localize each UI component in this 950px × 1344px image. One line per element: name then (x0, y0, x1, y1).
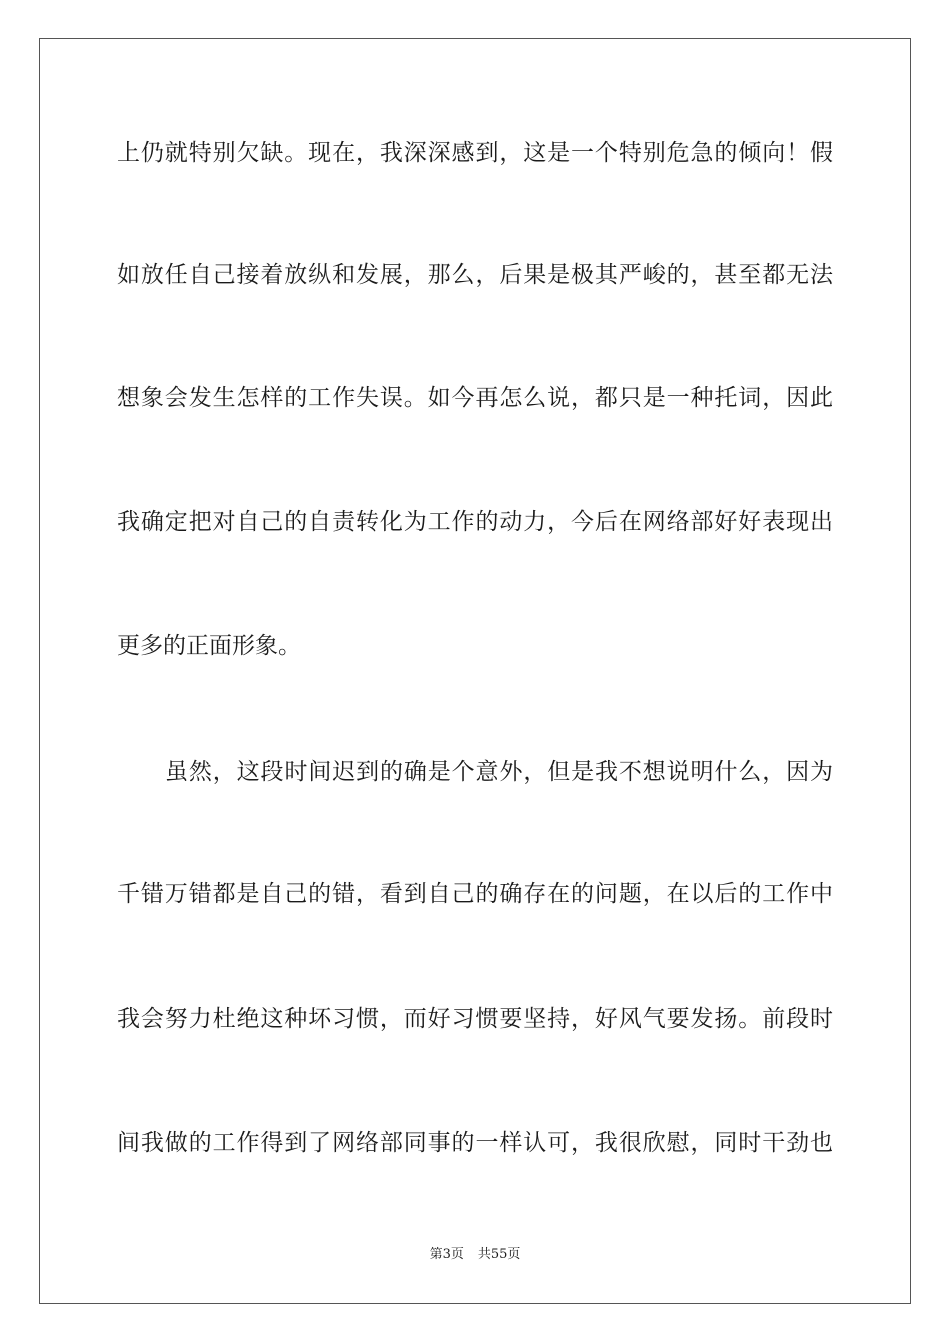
text-line-3: 想象会发生怎样的工作失误。如今再怎么说，都只是一种托词，因此 (117, 385, 833, 411)
page-number: 第3页 (429, 1247, 464, 1262)
text-line-2: 如放任自己接着放纵和发展，那么，后果是极其严峻的，甚至都无法 (117, 262, 833, 288)
text-line-4: 我确定把对自己的自责转化为工作的动力，今后在网络部好好表现出 (117, 509, 833, 535)
text-line-6: 虽然，这段时间迟到的确是个意外，但是我不想说明什么，因为 (165, 759, 833, 785)
text-line-9: 间我做的工作得到了网络部同事的一样认可，我很欣慰，同时干劲也 (117, 1130, 833, 1156)
text-line-1: 上仍就特别欠缺。现在，我深深感到，这是一个特别危急的倾向！假 (117, 140, 833, 166)
text-line-5: 更多的正面形象。 (117, 633, 301, 659)
page-total: 共55页 (477, 1247, 521, 1262)
text-line-7: 千错万错都是自己的错，看到自己的确存在的问题，在以后的工作中 (117, 881, 833, 907)
page-frame (39, 38, 911, 1304)
page-footer (0, 1246, 950, 1264)
text-line-8: 我会努力杜绝这种坏习惯，而好习惯要坚持，好风气要发扬。前段时 (117, 1006, 833, 1032)
